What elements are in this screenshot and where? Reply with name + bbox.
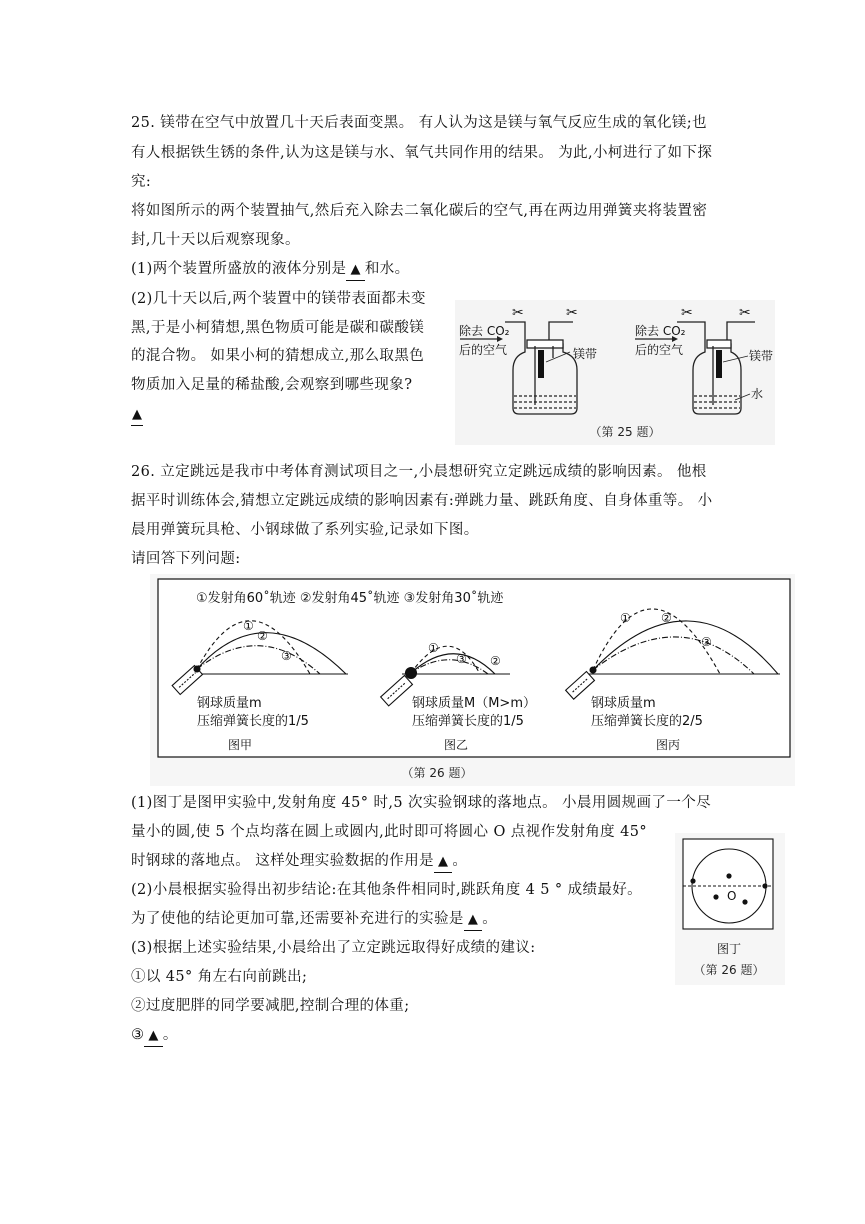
panel-jia-spring: 压缩弹簧长度的1/5 [197,714,309,729]
clamp-icon: ✂ [566,305,578,321]
mark-3: ③ [281,649,292,663]
q26-line-4: 请回答下列问题: [131,551,241,567]
right-water-label: 水 [751,387,764,401]
q26-sub3-line-2: ①以 45° 角左右向前跳出; [131,969,308,985]
left-mg-label: 镁带 [573,347,598,361]
left-inlet-label-1: 除去 CO₂ [459,324,510,338]
q26-sub3-line-4 [131,1025,178,1047]
q26-sub2-prefix: 为了使他的结论更加可靠,还需要补充进行的实验是 [131,911,464,927]
panel-jia-name: 图甲 [228,738,253,752]
q25-sub1-prefix: (1)两个装置所盛放的液体分别是 [131,261,347,277]
answer-blank: ▲ [434,852,452,873]
q26-line-1: 26. 立定跳远是我市中考体育测试项目之一,小晨想研究立定跳远成绩的影响因素。 他根 [131,464,707,480]
q26-sub3-line-1: (3)根据上述实验结果,小晨给出了立定跳远取得好成绩的建议: [131,940,536,956]
q25-line-3: 究: [131,174,152,190]
right-inlet-label-1: 除去 CO₂ [635,324,686,338]
left-inlet-label-2: 后的空气 [459,343,508,357]
answer-blank: ▲ [346,260,364,281]
mark-2: ② [257,629,268,643]
q25-line-2: 有人根据铁生锈的条件,认为这是镁与水、氧气共同作用的结果。 为此,小柯进行了如下探 [131,145,713,161]
clamp-icon: ✂ [681,305,693,321]
q25-apparatus-figure [455,300,775,445]
period: 。 [482,911,498,927]
panel-bing-mass: 钢球质量m [591,696,656,711]
clamp-icon: ✂ [739,305,751,321]
panel-bing-name: 图丙 [656,738,681,752]
panel-yi-name: 图乙 [444,738,469,752]
period: 。 [452,853,468,869]
q26-sub3-line-3: ②过度肥胖的同学要减肥,控制合理的体重; [131,998,410,1014]
figure-ding-caption: （第 26 题） [693,963,765,977]
clamp-icon: ✂ [512,305,524,321]
q25-sub2-line-2: 黑,于是小柯猜想,黑色物质可能是碳和碳酸镁 [131,320,425,336]
panel-yi-mass: 钢球质量M（M>m） [412,696,536,711]
mark-3: ③ [701,635,712,649]
q26-sub1-prefix: 时钢球的落地点。 这样处理实验数据的作用是 [131,853,435,869]
panel-bing-spring: 压缩弹簧长度的2/5 [591,714,703,729]
mark-3: ③ [456,652,467,666]
q25-sub1-suffix: 和水。 [364,261,410,277]
q26-sub1-line-3 [131,851,467,873]
panel-yi-spring: 压缩弹簧长度的1/5 [412,714,524,729]
q25-line-4: 将如图所示的两个装置抽气,然后充入除去二氧化碳后的空气,再在两边用弹簧夹将装置密 [131,203,708,219]
q26-line-2: 据平时训练体会,猜想立定跳远成绩的影响因素有:弹跳力量、跳跃角度、自身体重等。 小 [131,493,713,509]
q26-sub2-line-2 [131,909,497,931]
right-mg-label: 镁带 [749,349,774,363]
q26-figure-caption: （第 26 题） [401,766,473,780]
right-inlet-label-2: 后的空气 [635,343,684,357]
mark-1: ① [243,619,254,633]
figure-ding-name: 图丁 [716,942,742,956]
mark-2: ② [661,611,672,625]
q25-sub2-line-3: 的混合物。 如果小柯的猜想成立,那么取黑色 [131,348,425,364]
answer-blank: ▲ [464,910,482,931]
period: 。 [162,1027,178,1043]
q26-sub1-line-1: (1)图丁是图甲实验中,发射角度 45° 时,5 次实验钢球的落地点。 小晨用圆规画了一个尽 [131,795,712,811]
q25-sub2-answer [131,404,143,426]
mark-1: ① [428,641,439,655]
q26-trajectory-figure [150,574,795,786]
q25-line-5: 封,几十天以后观察现象。 [131,232,300,248]
q25-sub2-line-4: 物质加入足量的稀盐酸,会观察到哪些现象? [131,377,413,393]
trajectory-legend: ①发射角60˚轨迹 ②发射角45˚轨迹 ③发射角30˚轨迹 [196,591,504,606]
center-label-o: O [727,889,737,903]
q25-sub1 [131,259,410,281]
figure-ding [675,833,785,985]
answer-blank: ▲ [131,405,143,426]
mark-2: ② [490,654,501,668]
q26-sub1-line-2: 量小的圆,使 5 个点均落在圆上或圆内,此时即可将圆心 O 点视作发射角度 45° [131,824,647,840]
q26-sub3-prefix: ③ [131,1027,145,1043]
q25-sub2-line-1: (2)几十天以后,两个装置中的镁带表面都未变 [131,291,426,307]
answer-blank: ▲ [144,1026,162,1047]
q25-line-1: 25. 镁带在空气中放置几十天后表面变黑。 有人认为这是镁与氧气反应生成的氧化镁;也 [131,115,707,131]
q26-sub2-line-1: (2)小晨根据实验得出初步结论:在其他条件相同时,跳跃角度 4 5 ° 成绩最好。 [131,882,643,898]
mark-1: ① [620,611,631,625]
q26-line-3: 晨用弹簧玩具枪、小钢球做了系列实验,记录如下图。 [131,522,479,538]
panel-jia-mass: 钢球质量m [197,696,262,711]
q25-figure-caption: （第 25 题） [589,425,661,439]
